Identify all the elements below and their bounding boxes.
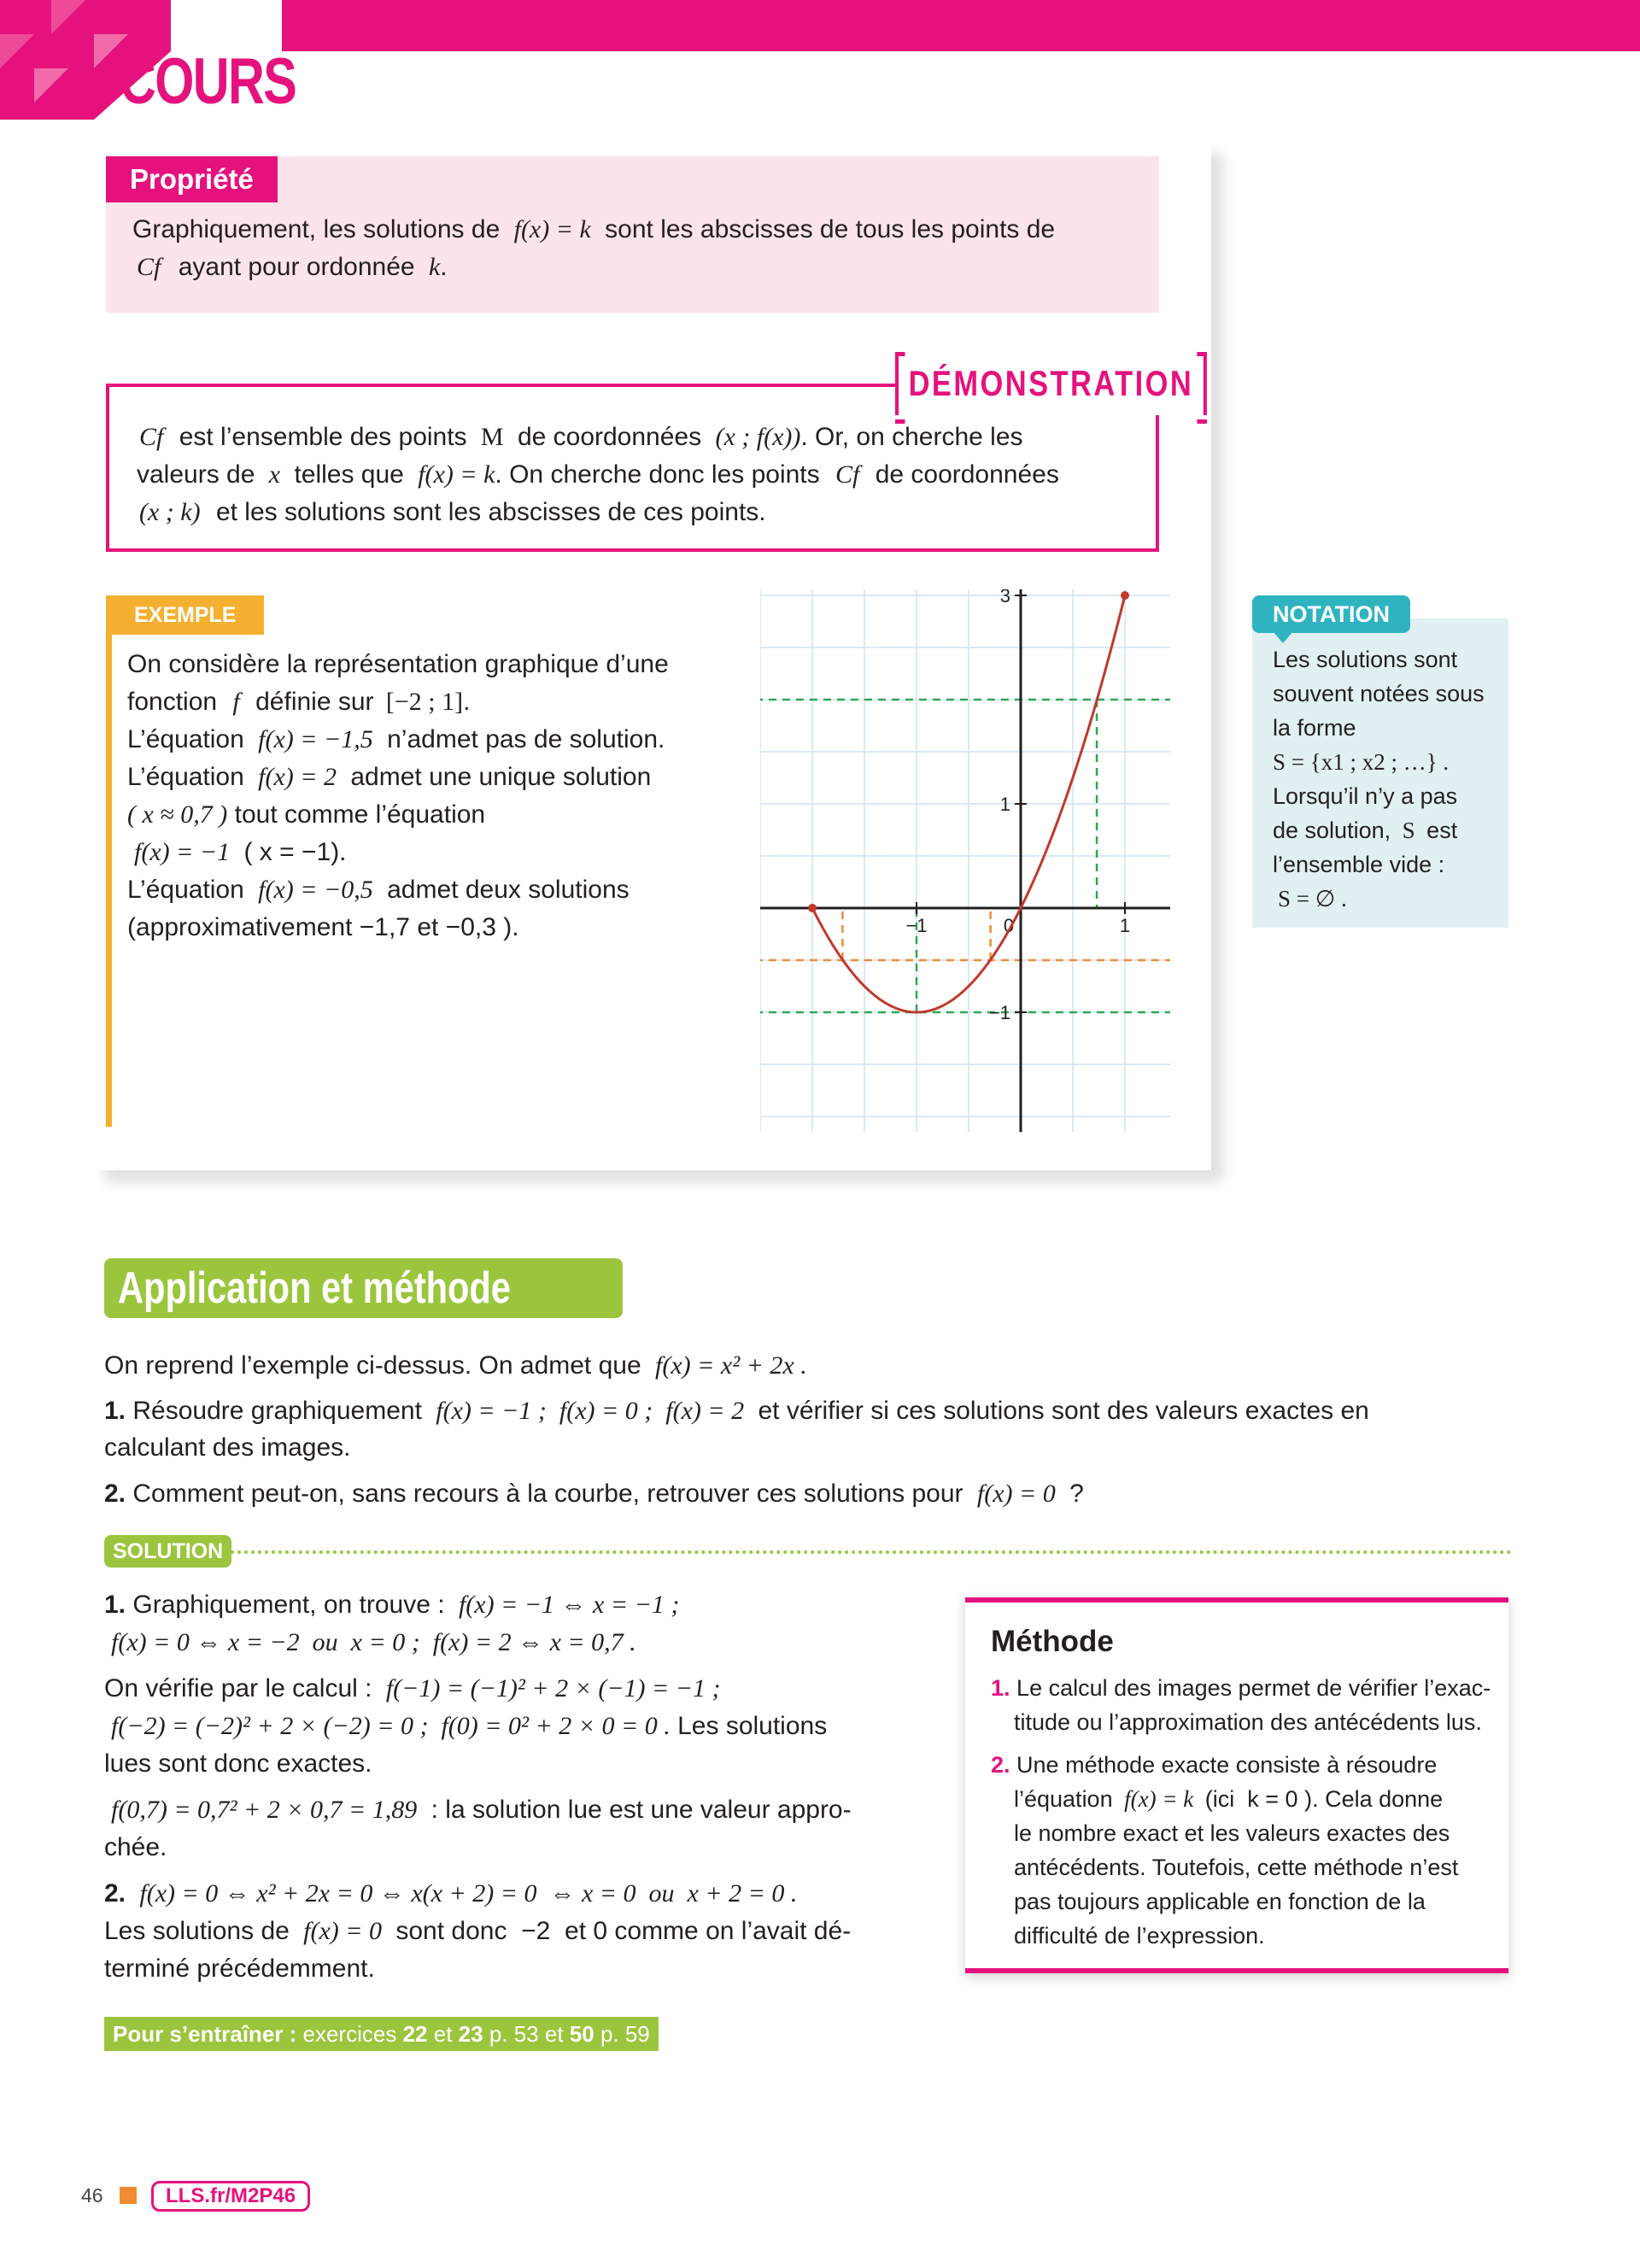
example-line (127, 721, 669, 759)
property-line-2 (137, 249, 448, 286)
text: de coordonnées (517, 423, 702, 451)
notation-line (1273, 813, 1485, 847)
text: On vérifie par le calcul : (104, 1674, 372, 1702)
notation-line: Les solutions sont (1273, 647, 1458, 672)
equation: f(x) = 2 (258, 763, 337, 791)
equation: f(x) = k (1124, 1786, 1194, 1812)
text: est (1426, 818, 1458, 843)
methode-title: Méthode (991, 1625, 1114, 1658)
text: . On cherche donc les points (495, 460, 820, 489)
text: Comment peut-on, sans recours à la courbe, retrouver ces solutions pour (132, 1480, 964, 1508)
exercise-number[interactable]: 22 (402, 2021, 428, 2047)
methode-item (991, 1748, 1495, 1782)
methode-line: antécédents. Toutefois, cette méthode n’est (1014, 1855, 1459, 1880)
example-text (127, 646, 669, 946)
methode-item (991, 1671, 1495, 1705)
text: définie sur (255, 688, 374, 716)
example-line (127, 834, 669, 871)
variable: S (1402, 818, 1415, 843)
example-line (127, 871, 669, 909)
text: Graphiquement, on trouve : (132, 1591, 445, 1619)
text: l’équation (1014, 1786, 1113, 1812)
solution-line (104, 1913, 924, 1950)
text: Résoudre graphiquement (132, 1397, 422, 1425)
text: p. 53 et (489, 2021, 564, 2047)
variable: x (268, 460, 281, 489)
page-number: 46 (81, 2184, 103, 2206)
methode-line (991, 1782, 1495, 1816)
equation: f(x) = k (513, 215, 591, 243)
notation-line: la forme (1273, 715, 1356, 741)
equation: (x ; f(x)) (715, 423, 801, 451)
header-bar (282, 0, 1640, 51)
exercise-number[interactable]: 50 (569, 2021, 594, 2047)
question-1-cont: calculant des images. (104, 1433, 351, 1462)
equation: f(x) = −1 ; f(x) = 0 ; f(x) = 2 (436, 1397, 745, 1425)
text: fonction (127, 688, 218, 716)
text: ? (1069, 1480, 1084, 1508)
text: admet une unique solution (350, 763, 652, 791)
text: sont les abscisses de tous les points de (605, 215, 1056, 243)
property-label: Propriété (106, 156, 278, 202)
text: L’équation (127, 876, 244, 904)
solution-number: 2. (104, 1879, 126, 1908)
equation: f(x) = −1 (134, 838, 231, 866)
page-marker (120, 2187, 137, 2204)
text: Les solutions (677, 1712, 828, 1740)
training-box (104, 2017, 659, 2051)
item-number: 2. (991, 1752, 1010, 1778)
variable: k (428, 253, 441, 281)
text: de coordonnées (875, 460, 1059, 489)
text: Une méthode exacte consiste à résoudre (1016, 1752, 1438, 1778)
variable: M (480, 423, 504, 451)
equation: (x ; k) (139, 498, 201, 526)
text: p. 59 (600, 2021, 650, 2047)
equation: f(x) = −1,5 (258, 725, 373, 753)
notation-line: l’ensemble vide : (1273, 852, 1445, 877)
example-label: EXEMPLE (106, 595, 264, 635)
text: valeurs de (137, 460, 255, 489)
text: admet deux solutions (387, 876, 630, 904)
notation-label: NOTATION (1252, 595, 1410, 633)
text: . (463, 688, 471, 716)
solution-text (104, 1586, 924, 1988)
page-title: COURS (120, 45, 296, 118)
methode-line: pas toujours applicable en fonction de la (1014, 1889, 1426, 1914)
demo-line-1 (139, 419, 1023, 456)
methode-line: le nombre exact et les valeurs exactes des (1014, 1820, 1450, 1846)
text: (ici k = 0 ). Cela donne (1204, 1786, 1444, 1812)
text: On reprend l’exemple ci-dessus. On admet que (104, 1351, 641, 1380)
text: Les solutions de (104, 1917, 290, 1945)
training-label: Pour s’entraîner : (113, 2021, 297, 2047)
function-graph (760, 589, 1170, 1136)
text: L’équation (127, 725, 244, 753)
x-tick-label: −1 (905, 915, 928, 936)
curve-name: Cf (137, 253, 161, 281)
solution-number: 1. (104, 1591, 126, 1619)
item-number: 1. (991, 1675, 1010, 1701)
text: : la solution lue est une valeur appro- (430, 1796, 852, 1824)
notation-tail (1273, 631, 1293, 643)
solution-line: terminé précédemment. (104, 1954, 375, 1983)
y-tick-label: 1 (999, 794, 1010, 815)
solution-divider (231, 1550, 1512, 1554)
solution-line (104, 1670, 924, 1708)
question-number: 1. (104, 1397, 126, 1425)
equation: f(0,7) = 0,7² + 2 × 0,7 = 1,89 (111, 1796, 418, 1824)
text: n’admet pas de solution. (387, 725, 665, 753)
variable: f (232, 688, 240, 716)
text: L’équation (127, 763, 244, 791)
demo-line-2 (137, 456, 1059, 494)
example-line (127, 796, 669, 834)
equation: f(x) = 0 ⇔ x² + 2x = 0 ⇔ x(x + 2) = 0 ⇔ x = 0 ou x + 2 = 0 . (139, 1879, 798, 1908)
text: et vérifier si ces solutions sont des valeurs exactes en (758, 1397, 1369, 1425)
curve-name: Cf (139, 423, 164, 451)
curve-endpoint (808, 904, 817, 912)
example-bar (106, 595, 112, 1127)
demonstration-label: DÉMONSTRATION (895, 352, 1207, 415)
methode-line: difficulté de l’expression. (1014, 1923, 1265, 1949)
lls-link[interactable]: LLS.fr/M2P46 (151, 2181, 310, 2212)
text: Le calcul des images permet de vérifier l’exac- (1016, 1675, 1491, 1701)
text: . Or, on cherche les (800, 423, 1023, 451)
equation: f(x) = 0 (976, 1480, 1056, 1508)
equation: f(x) = −1 ⇔ x = −1 ; (458, 1591, 680, 1619)
solution-line: lues sont donc exactes. (104, 1749, 372, 1778)
equation: f(x) = 0 (303, 1917, 383, 1945)
text: . (440, 253, 448, 281)
methode-text (991, 1671, 1495, 1953)
notation-line: Lorsqu’il n’y a pas (1273, 783, 1458, 809)
text: sont donc −2 et 0 comme on l’avait dé- (395, 1917, 852, 1945)
equation: f(−2) = (−2)² + 2 × (−2) = 0 ; f(0) = 0² + 2 × 0 = 0 . (111, 1712, 671, 1740)
x-tick-label: 1 (1119, 915, 1131, 936)
notation-line: S = ∅ . (1278, 886, 1347, 911)
text: Graphiquement, les solutions de (132, 215, 501, 243)
curve-name: Cf (835, 460, 860, 489)
solution-line (104, 1791, 924, 1829)
text: ( x = −1). (243, 838, 347, 866)
equation: f(x) = −0,5 (258, 876, 373, 904)
equation: ( x ≈ 0,7 ) (127, 800, 228, 829)
example-line: On considère la représentation graphique d’une (127, 650, 669, 678)
notation-text (1273, 642, 1485, 916)
text: tout comme l’équation (234, 800, 486, 829)
text: ayant pour ordonnée (178, 253, 415, 281)
solution-line (104, 1708, 924, 1745)
exercise-number[interactable]: 23 (458, 2021, 483, 2047)
interval: [−2 ; 1] (385, 688, 464, 716)
equation: f(x) = x² + 2x . (655, 1351, 807, 1380)
question-1 (104, 1392, 1369, 1430)
text: et les solutions sont les abscisses de ces points. (215, 498, 766, 526)
text: est l’ensemble des points (179, 423, 467, 451)
text: telles que (294, 460, 404, 489)
equation: f(x) = k (418, 460, 495, 489)
solution-line: f(x) = 0 ⇔ x = −2 ou x = 0 ; f(x) = 2 ⇔ x = 0,7 . (111, 1628, 636, 1656)
methode-line: titude ou l’approximation des antécédents lus. (1014, 1709, 1482, 1735)
question-number: 2. (104, 1480, 126, 1508)
y-tick-label: 3 (999, 589, 1010, 607)
solution-label: SOLUTION (104, 1535, 231, 1568)
demo-line-3 (139, 494, 766, 531)
solution-line: chée. (104, 1833, 167, 1861)
application-intro (104, 1347, 807, 1385)
text: de solution, (1273, 818, 1391, 843)
y-tick-label: −1 (988, 1002, 1010, 1023)
question-2 (104, 1475, 1084, 1513)
solution-line (104, 1875, 924, 1913)
application-label (104, 1258, 623, 1318)
example-line (127, 759, 669, 796)
solution-line (104, 1586, 924, 1624)
curve-endpoint (1121, 591, 1129, 600)
origin-label: 0 (1003, 915, 1015, 936)
notation-line: souvent notées sous (1273, 681, 1485, 706)
equation: f(−1) = (−1)² + 2 × (−1) = −1 ; (385, 1674, 721, 1702)
text: exercices (302, 2021, 397, 2047)
example-line (127, 683, 669, 721)
notation-line: S = {x1 ; x2 ; …} . (1273, 749, 1450, 775)
text: et (433, 2021, 453, 2047)
property-line-1 (132, 211, 1055, 249)
application-label-text: Application et méthode (118, 1263, 511, 1313)
example-line: (approximativement −1,7 et −0,3 ). (127, 913, 519, 941)
